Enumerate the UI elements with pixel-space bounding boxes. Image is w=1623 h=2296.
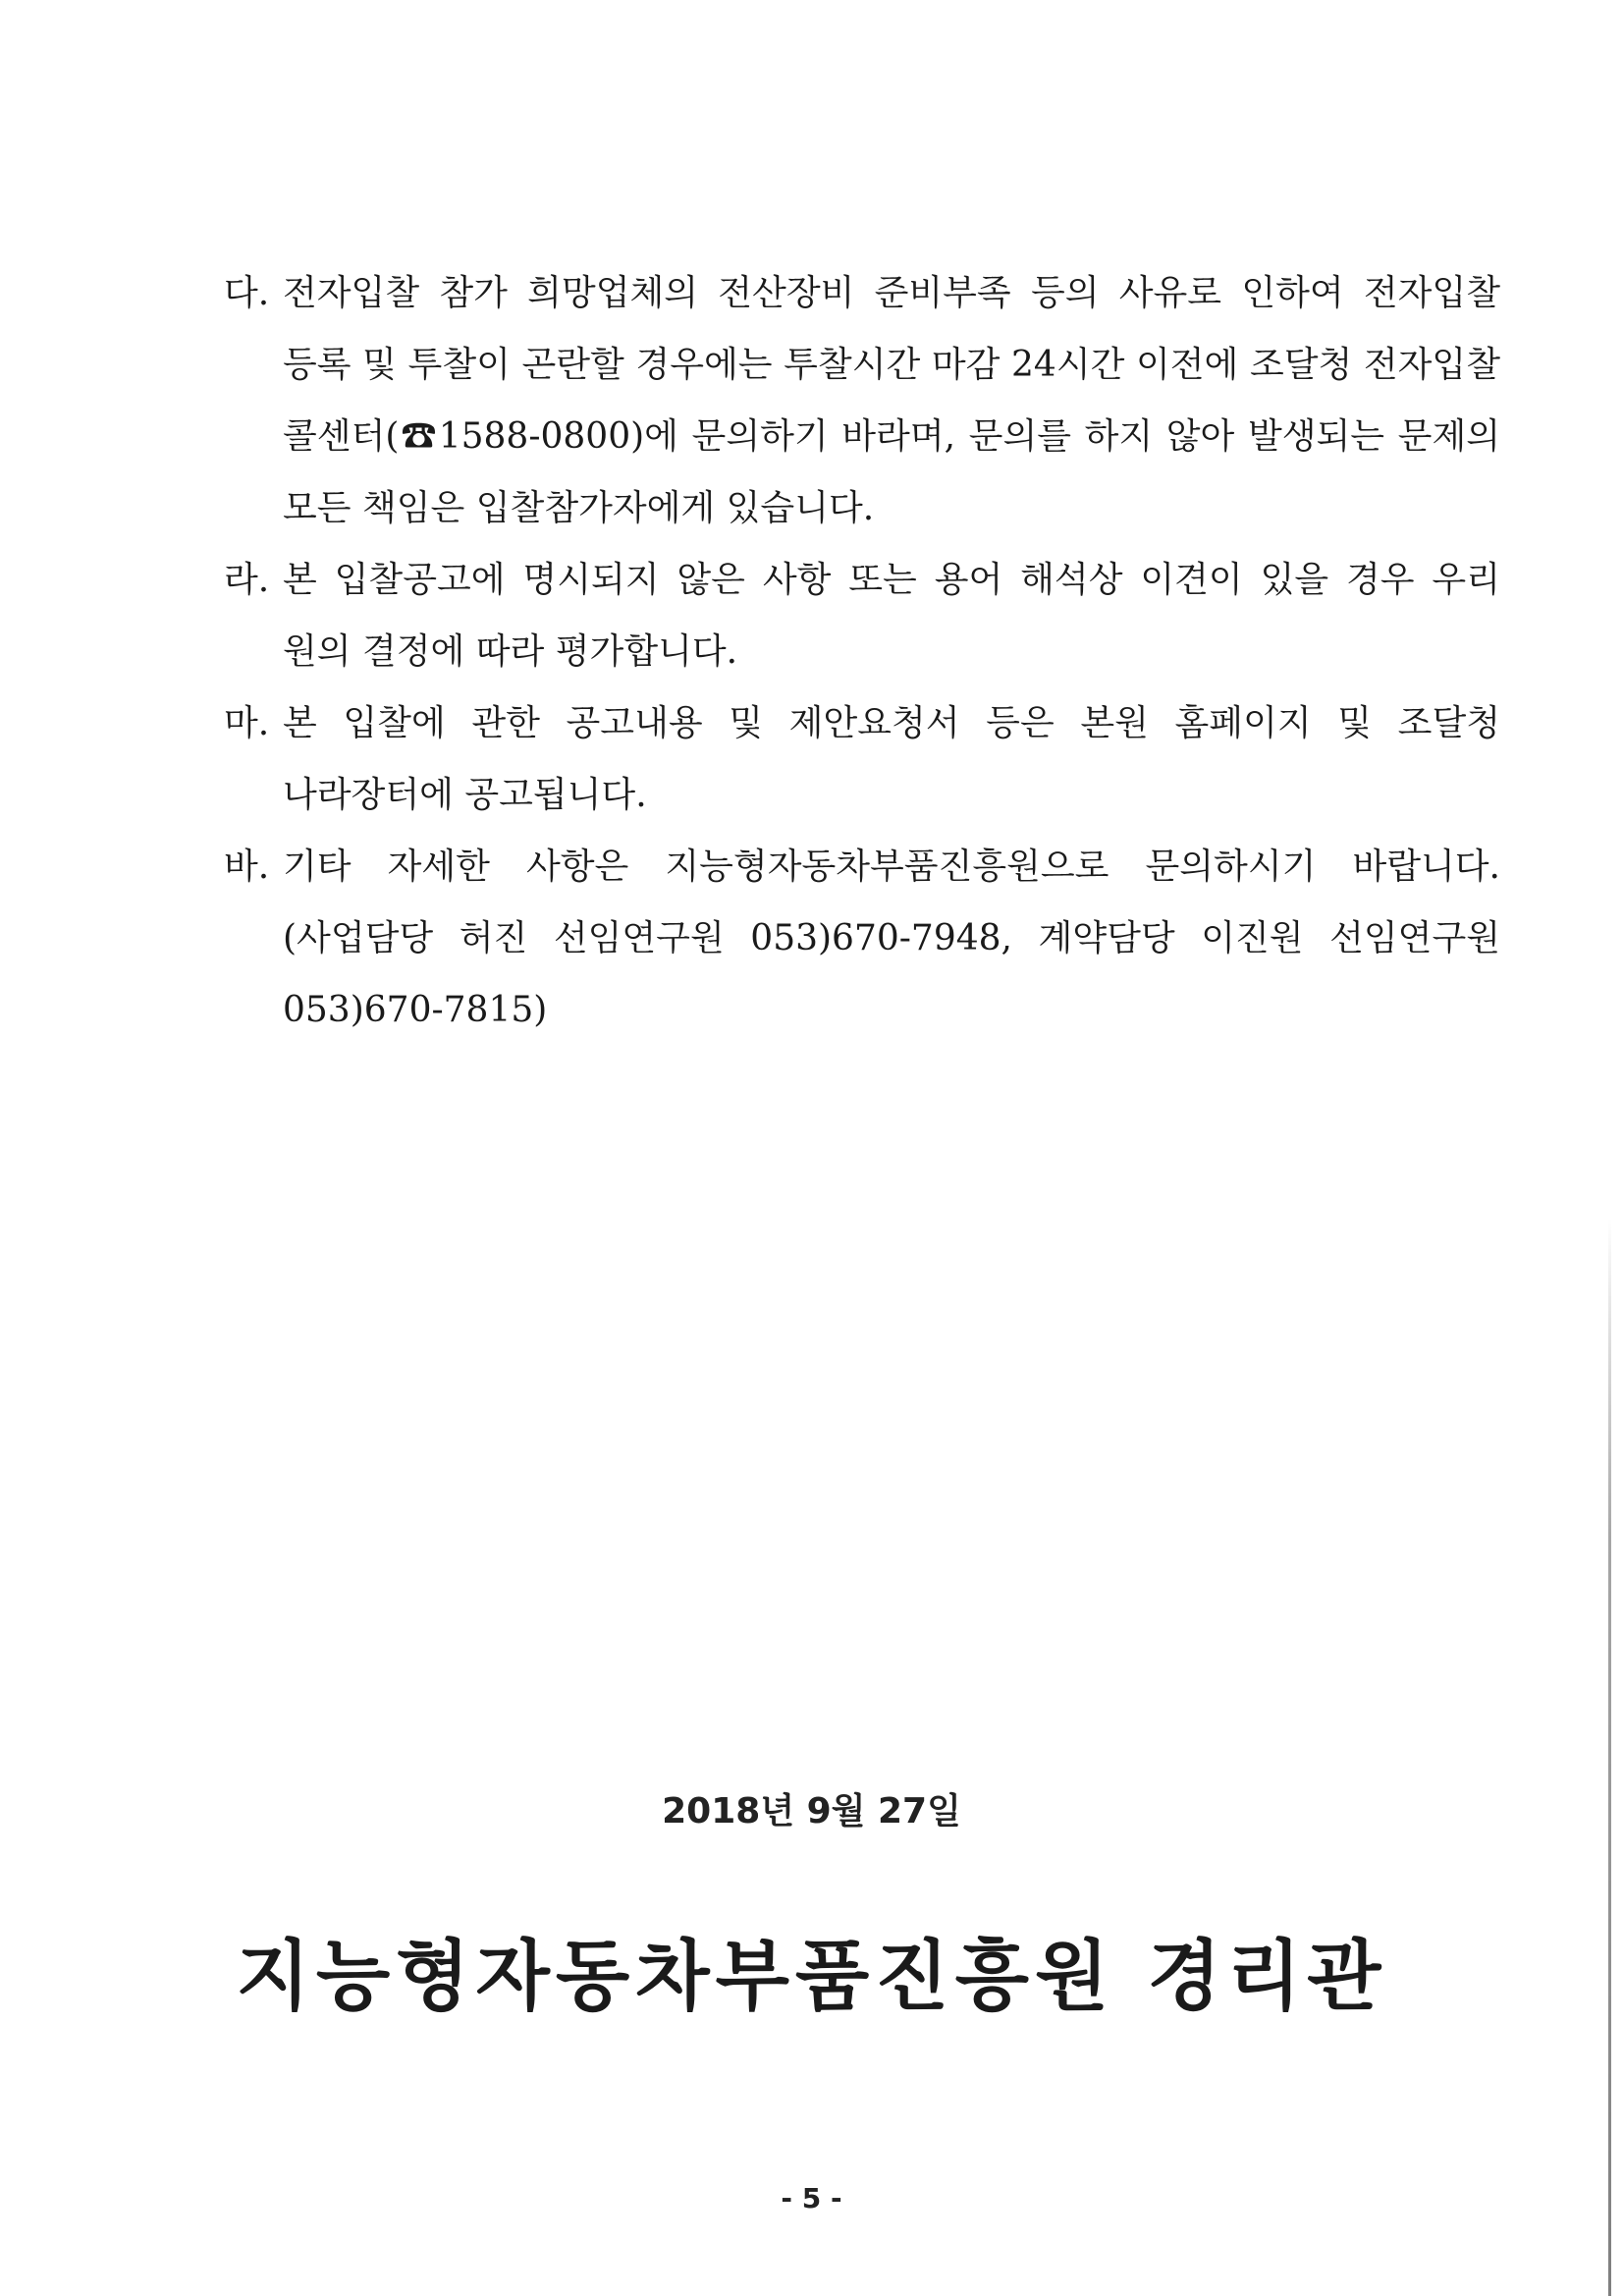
scan-edge-shadow — [1608, 1218, 1611, 2296]
list-item-da — [224, 257, 1500, 544]
item-text: 기타 자세한 사항은 지능형자동차부품진흥원으로 문의하시기 바랍니다.(사업담당 허진 선임연구원 053)670-7948, 계약담당 이진원 선임연구원 053)670-7815) — [283, 847, 1500, 1030]
list-item-ma — [224, 687, 1500, 831]
notice-body — [224, 257, 1500, 1046]
page-number: - 5 - — [781, 2182, 842, 2214]
item-text: 전자입찰 참가 희망업체의 전산장비 준비부족 등의 사유로 인하여 전자입찰 등록 및 투찰이 곤란할 경우에는 투찰시간 마감 24시간 이전에 조달청 전자입찰 콜센터(☎1588-0800)에 문의하기 바라며, 문의를 하지 않아 발생되는 문제의 모든 책임은 입찰참가자에게 있습니다. — [283, 273, 1500, 528]
item-marker: 마. — [224, 703, 270, 743]
list-item-ba — [224, 831, 1500, 1046]
issuer-title: 지능형자동차부품진흥원 경리관 — [236, 1933, 1387, 2021]
item-text: 본 입찰공고에 명시되지 않은 사항 또는 용어 해석상 이견이 있을 경우 우리 원의 결정에 따라 평가합니다. — [283, 560, 1500, 672]
item-marker: 라. — [224, 560, 270, 600]
list-item-ra — [224, 544, 1500, 687]
item-marker: 다. — [224, 273, 270, 313]
notice-date: 2018년 9월 27일 — [662, 1791, 961, 1831]
item-text: 본 입찰에 관한 공고내용 및 제안요청서 등은 본원 홈페이지 및 조달청 나라장터에 공고됩니다. — [283, 703, 1500, 815]
item-marker: 바. — [224, 847, 270, 887]
